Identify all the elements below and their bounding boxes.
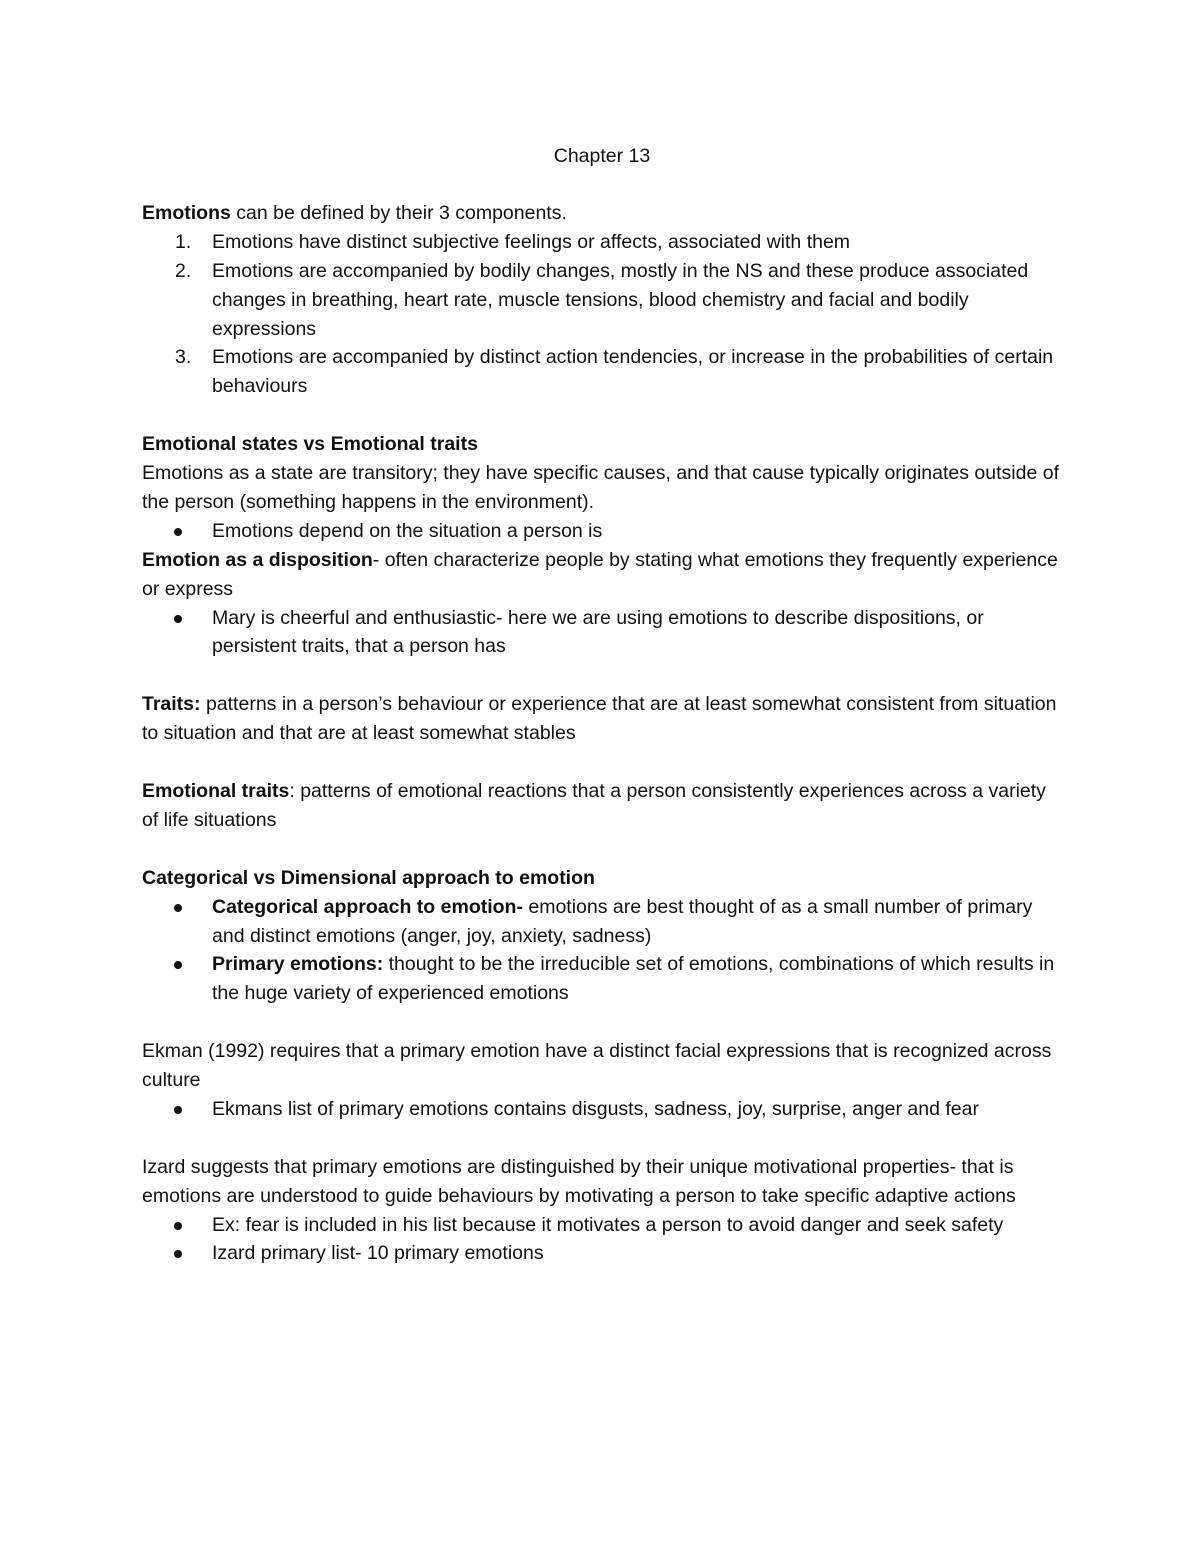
list-item: Primary emotions: thought to be the irreducible set of emotions, combinations of which results in the huge variety of experienced emotions [142,950,1062,1008]
izard-paragraph: Izard suggests that primary emotions are distinguished by their unique motivational properties- that is emotions are understood to guide behaviours by motivating a person to take specific adaptive actions [142,1155,1016,1207]
list-item-text: Mary is cheerful and enthusiastic- here we are using emotions to describe dispositions, or persistent traits, that a person has [212,606,984,658]
list-item-text: Emotions depend on the situation a person is [212,519,603,542]
ekman-paragraph: Ekman (1992) requires that a primary emotion have a distinct facial expressions that is recognized across culture [142,1040,1052,1092]
list-item [142,604,1062,662]
state-bullets [142,517,1062,546]
approach-bullets [142,893,1062,1009]
list-item-text: Emotions have distinct subjective feelings or affects, associated with them [212,230,851,253]
emotional-traits-bold: Emotional traits [142,779,290,802]
list-item-text: Ekmans list of primary emotions contains disgusts, sadness, joy, surprise, anger and fear [212,1097,979,1120]
list-item [142,1239,1062,1268]
emotional-traits-paragraph [142,777,1062,835]
components-intro [142,199,1062,228]
list-item: 3. Emotions are accompanied by distinct action tendencies, or increase in the probabilities of certain behaviours [175,346,1054,398]
page-title: Chapter 13 [553,145,651,167]
ekman-bullets [142,1095,1062,1124]
bullet-icon [174,904,182,912]
components-list [142,228,1062,401]
state-paragraph: Emotions as a state are transitory; they have specific causes, and that cause typically originates outside of the person (something happens in the environment). [142,462,1059,513]
list-item [142,1095,1062,1124]
list-item-text: Ex: fear is included in his list because it motivates a person to avoid danger and seek safety [212,1213,1004,1236]
list-item-text: Izard primary list- 10 primary emotions [212,1242,544,1265]
section-heading-approach: Categorical vs Dimensional approach to emotion [142,866,595,889]
section-heading-states-traits: Emotional states vs Emotional traits [142,433,478,456]
emotional-traits-text: : patterns of emotional reactions that a person consistently experiences across a variety of life situations [142,779,1046,831]
disposition-bold: Emotion as a disposition [142,548,373,571]
document-content [142,142,1062,1268]
list-item [142,517,1062,546]
list-item-text: Emotions are accompanied by bodily changes, mostly in the NS and these produce associated changes in breathing, heart rate, muscle tensions, blood chemistry and facial and bodily expressions [212,259,1029,340]
bullet-icon [174,1106,182,1114]
list-item-text: Emotions are accompanied by distinct action tendencies, or increase in the probabilities of certain behaviours [212,346,1054,398]
bullet-icon [174,1250,182,1258]
list-item [142,1211,1062,1240]
traits-paragraph [142,690,1062,748]
list-item: Categorical approach to emotion- emotions are best thought of as a small number of primary and distinct emotions (anger, joy, anxiety, sadness) [142,893,1062,951]
bullet-icon [174,528,182,536]
traits-bold: Traits: [142,693,201,716]
disposition-paragraph [142,546,1062,604]
disposition-text: - often characterize people by stating what emotions they frequently experience or express [142,548,1058,600]
list-item: 1. Emotions have distinct subjective feelings or affects, associated with them [175,230,851,253]
list-item: 2. Emotions are accompanied by bodily changes, mostly in the NS and these produce associated changes in breathing, heart rate, muscle tensions, blood chemistry and facial and bodily expressions [175,259,1029,340]
bullet-icon [174,961,182,969]
bullet-icon [174,1222,182,1230]
traits-text: patterns in a person’s behaviour or experience that are at least somewhat consistent from situation to situation and that are at least somewhat stables [142,693,1057,745]
izard-bullets [142,1211,1062,1269]
disposition-bullets [142,604,1062,662]
bullet-icon [174,615,182,623]
components-intro-text: can be defined by their 3 components. [230,201,567,224]
components-intro-bold: Emotions [142,201,231,224]
